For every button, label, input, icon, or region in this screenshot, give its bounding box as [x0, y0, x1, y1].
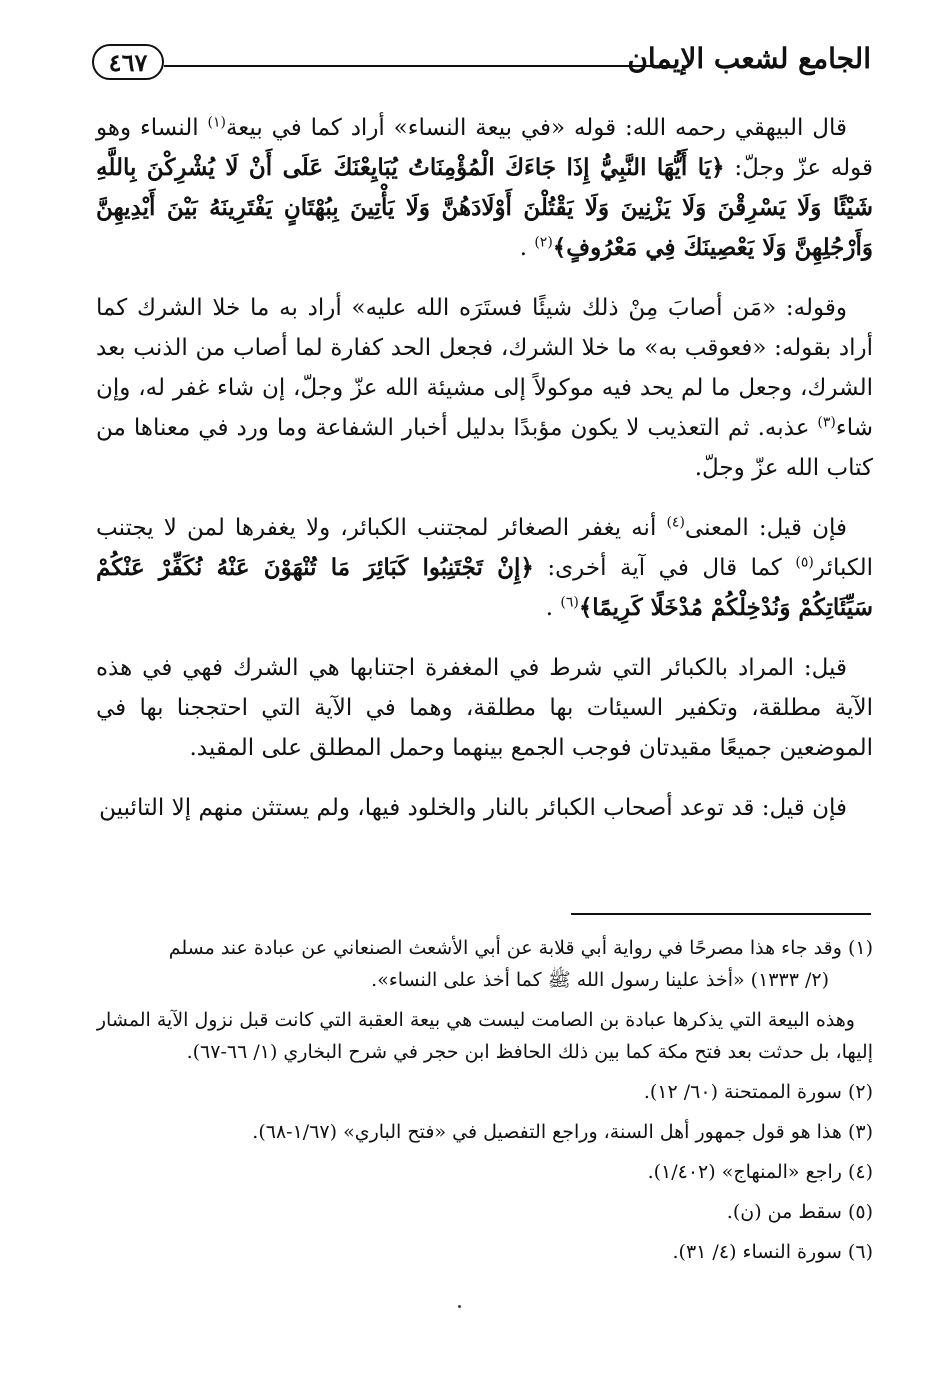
- paragraph-2: [96, 288, 873, 488]
- footnote-5: (٥) سقط من (ن).: [726, 1201, 873, 1223]
- footnote-3: (٣) هذا هو قول جمهور أهل السنة، وراجع التفصيل في «فتح الباري» (١/٦٧-٦٨).: [252, 1121, 873, 1143]
- footnote-ref-6: (٦): [560, 594, 579, 611]
- header-rule: [164, 65, 671, 67]
- paragraph-1: [96, 108, 873, 268]
- footnote-1-text-a: وقد جاء هذا مصرحًا في رواية أبي قلابة عن أبي الأشعث الصنعاني عن عبادة عند مسلم: [168, 937, 842, 959]
- footnote-ref-2: (٢): [534, 234, 553, 251]
- footnote-4: (٤) راجع «المنهاج» (١/٤٠٢).: [647, 1161, 873, 1183]
- footnote-1: [80, 932, 873, 996]
- footnote-ref-3: (٣): [817, 414, 836, 431]
- scan-speck: [458, 1305, 461, 1308]
- p1-text-b: النساء وهو قوله عزّ وجلّ:: [96, 115, 874, 181]
- footnotes: [80, 932, 873, 1276]
- quran-verse-2: ﴿إِنْ تَجْتَنِبُوا كَبَائِرَ مَا تُنْهَوْنَ عَنْهُ نُكَفِّرْ عَنْكُمْ سَيِّئَاتِكُمْ وَنُدْخِلْكُمْ مُدْخَلًا كَرِيمًا﴾: [96, 554, 873, 621]
- footnote-6: (٦) سورة النساء (٤/ ٣١).: [672, 1241, 873, 1263]
- p3-text-b: أنه يغفر الصغائر لمجتنب الكبائر، ولا يغفرها لمن لا يجتنب الكبائر: [96, 515, 874, 581]
- p2-text-a: وقوله: «مَن أصابَ مِنْ ذلك شيئًا فستَرَه الله عليه» أراد به ما خلا الشرك كما أراد بقوله: «فعوقب به» ما خلا الشرك، فجعل الحد كفارة لما أصاب من الذنب بعد الشرك، وجعل ما لم يحد فيه موكولاً إلى مشيئة الله عزّ وجلّ، إن شاء غفر له، وإن شاء: [96, 295, 873, 441]
- footnote-2: (٢) سورة الممتحنة (٦٠/ ١٢).: [643, 1081, 873, 1103]
- main-text: [96, 108, 873, 848]
- p1-text-c: .: [519, 235, 535, 261]
- footnote-ref-1: (١): [207, 114, 226, 131]
- p2-text-b: عذبه. ثم التعذيب لا يكون مؤبدًا بدليل أخبار الشفاعة وما ورد في معناها من كتاب الله عزّ وجلّ.: [96, 415, 873, 481]
- paragraph-3: [96, 508, 873, 628]
- footnote-1-continuation: وهذه البيعة التي يذكرها عبادة بن الصامت ليست هي بيعة العقبة التي كانت قبل نزول الآية المشار إليها، بل حدثت بعد فتح مكة كما بين ذلك الحافظ ابن حجر في شرح البخاري (١/ ٦٦-٦٧).: [96, 1009, 873, 1063]
- p3-text-c: كما قال في آية أخرى:: [533, 555, 796, 581]
- running-title: الجامع لشعب الإيمان: [627, 42, 871, 75]
- p3-text-a: فإن قيل: المعنى: [684, 515, 847, 541]
- footnote-ref-4: (٤): [666, 514, 685, 531]
- paragraph-4: قيل: المراد بالكبائر التي شرط في المغفرة اجتنابها هي الشرك فهي في هذه الآية مطلقة، وتكفير السيئات بها مطلقة، وهما في الآية التي احتججنا بها في الموضعين جميعًا مقيدتان فوجب الجمع بينهما وحمل المطلق على المقيد.: [96, 655, 873, 761]
- footnote-1-number: (١): [847, 937, 873, 959]
- footnote-ref-5: (٥): [795, 554, 814, 571]
- page-header: [92, 38, 871, 88]
- p1-text-a: قال البيهقي رحمه الله: قوله «في بيعة النساء» أراد كما في بيعة: [225, 115, 848, 141]
- p3-text-d: .: [545, 595, 561, 621]
- footnote-separator: [571, 913, 871, 915]
- footnote-1-line-1: [80, 932, 873, 964]
- quran-verse-1: ﴿يَا أَيُّهَا النَّبِيُّ إِذَا جَاءَكَ الْمُؤْمِنَاتُ يُبَايِعْنَكَ عَلَى أَنْ لَا يُشْرِكْنَ بِاللَّهِ شَيْئًا وَلَا يَسْرِقْنَ وَلَا يَزْنِينَ وَلَا يَقْتُلْنَ أَوْلَادَهُنَّ وَلَا يَأْتِينَ بِبُهْتَانٍ يَفْتَرِينَهُ بَيْنَ أَيْدِيهِنَّ وَأَرْجُلِهِنَّ وَلَا يَعْصِينَكَ فِي مَعْرُوفٍ﴾: [96, 154, 874, 261]
- page-number-badge: ٤٦٧: [92, 44, 164, 80]
- paragraph-5: فإن قيل: قد توعد أصحاب الكبائر بالنار والخلود فيها، ولم يستثن منهم إلا التائبين: [99, 795, 847, 821]
- footnote-1-line-2: (٢/ ١٣٣٣) «أخذ علينا رسول الله ﷺ كما أخذ على النساء».: [371, 969, 829, 991]
